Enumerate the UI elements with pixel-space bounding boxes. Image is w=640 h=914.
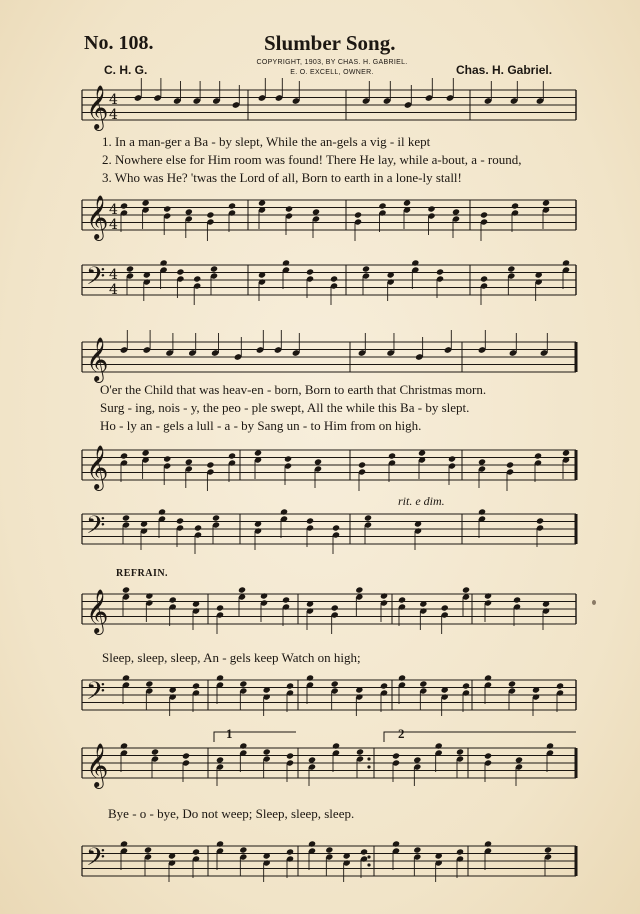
chord-note-head xyxy=(286,682,294,689)
repeat-dot xyxy=(367,757,370,760)
copyright-notice xyxy=(230,58,434,78)
chord-note-head xyxy=(484,592,492,599)
chord-note-head xyxy=(260,592,268,599)
chord-note-head xyxy=(380,682,388,689)
chord-note-head xyxy=(484,840,492,847)
chord-note-head xyxy=(511,202,519,209)
treble-clef: 𝄞 xyxy=(86,589,109,633)
chord-note-head xyxy=(192,682,200,689)
chord-note-head xyxy=(362,265,370,272)
chord-note-head xyxy=(392,752,400,759)
chord-note-head xyxy=(163,455,171,462)
chord-note-head xyxy=(158,508,166,515)
chord-note-head xyxy=(193,275,201,282)
verse-2-line-2: Surg - ing, nois - y, the peo - ple swept, All the while this Ba - by slept. xyxy=(100,400,470,415)
paper-stain xyxy=(592,600,596,605)
chord-note-head xyxy=(364,514,372,521)
chord-note-head xyxy=(120,202,128,209)
bass-clef: 𝄢 xyxy=(86,262,106,297)
chord-note-head xyxy=(169,596,177,603)
chord-note-head xyxy=(436,268,444,275)
refrain-line-2: Bye - o - bye, Do not weep; Sleep, sleep, sleep. xyxy=(108,806,355,821)
chord-note-head xyxy=(411,259,419,266)
chord-note-head xyxy=(216,674,224,681)
chord-note-head xyxy=(286,848,294,855)
chord-note-head xyxy=(182,752,190,759)
chord-note-head xyxy=(286,752,294,759)
chord-note-head xyxy=(239,846,247,853)
chord-note-head xyxy=(484,752,492,759)
chord-note-head xyxy=(332,524,340,531)
chord-note-head xyxy=(285,205,293,212)
bass-clef: 𝄢 xyxy=(86,677,106,712)
chord-note-head xyxy=(282,259,290,266)
chord-note-head xyxy=(388,452,396,459)
chord-note-head xyxy=(456,848,464,855)
treble-clef: 𝄞 xyxy=(86,195,109,239)
treble-clef: 𝄞 xyxy=(86,743,109,787)
composer-credit: Chas. H. Gabriel. xyxy=(456,63,553,77)
chord-note-head xyxy=(544,846,552,853)
repeat-dot xyxy=(367,765,370,768)
verse-3-line-1: 3. Who was He? 'twas the Lord of all, Born to earth in a lone-ly stall! xyxy=(102,170,462,185)
hymn-number: No. 108. xyxy=(84,32,154,54)
chord-note-head xyxy=(308,840,316,847)
chord-note-head xyxy=(534,452,542,459)
chord-note-head xyxy=(398,674,406,681)
chord-note-head xyxy=(126,265,134,272)
bass-clef: 𝄢 xyxy=(86,843,106,878)
treble-clef: 𝄞 xyxy=(86,445,109,489)
chord-note-head xyxy=(144,846,152,853)
chord-note-head xyxy=(216,604,224,611)
chord-note-head xyxy=(282,596,290,603)
repeat-dot xyxy=(367,863,370,866)
chord-note-head xyxy=(480,211,488,218)
chord-note-head xyxy=(448,455,456,462)
chord-note-head xyxy=(513,596,521,603)
chord-note-head xyxy=(306,674,314,681)
chord-note-head xyxy=(398,596,406,603)
chord-note-head xyxy=(210,265,218,272)
verse-3-line-2: Ho - ly an - gels a lull - a - by Sang un - to Him from on high. xyxy=(100,418,422,433)
chord-note-head xyxy=(280,508,288,515)
refrain-line-1: Sleep, sleep, sleep, An - gels keep Watch on high; xyxy=(102,650,361,665)
chord-note-head xyxy=(506,461,514,468)
second-ending-number: 2 xyxy=(398,726,405,741)
chord-note-head xyxy=(332,742,340,749)
chord-note-head xyxy=(306,268,314,275)
chord-note-head xyxy=(392,840,400,847)
time-signature-top: 4 xyxy=(109,202,118,218)
chord-note-head xyxy=(330,275,338,282)
rit-e-dim-marking: rit. e dim. xyxy=(398,494,445,508)
lyricist-credit: C. H. G. xyxy=(104,63,148,77)
repeat-dot xyxy=(367,855,370,858)
chord-note-head xyxy=(206,461,214,468)
chord-note-head xyxy=(145,680,153,687)
chord-note-head xyxy=(160,259,168,266)
verse-1-line-2: O'er the Child that was heav-en - born, Born to earth that Christmas morn. xyxy=(100,382,487,397)
chord-note-head xyxy=(263,748,271,755)
chord-note-head xyxy=(507,265,515,272)
chord-note-head xyxy=(122,674,130,681)
chord-note-head xyxy=(360,848,368,855)
chord-note-head xyxy=(176,268,184,275)
chord-note-head xyxy=(413,846,421,853)
chord-note-head xyxy=(122,514,130,521)
chord-note-head xyxy=(239,742,247,749)
copyright-line-2: E. O. EXCELL, OWNER. xyxy=(290,69,374,76)
chord-note-head xyxy=(192,848,200,855)
chord-note-head xyxy=(306,517,314,524)
chord-note-head xyxy=(358,461,366,468)
chord-note-head xyxy=(176,517,184,524)
verse-1-line-1: 1. In a man-ger a Ba - by slept, While the an-gels a vig - il kept xyxy=(102,134,431,149)
time-signature-top: 4 xyxy=(109,92,118,108)
chord-note-head xyxy=(238,586,246,593)
time-signature-top: 4 xyxy=(109,267,118,283)
chord-note-head xyxy=(380,592,388,599)
chord-note-head xyxy=(120,840,128,847)
chord-note-head xyxy=(151,748,159,755)
time-signature-bottom: 4 xyxy=(109,107,118,123)
verse-2-line-1: 2. Nowhere else for Him room was found! There He lay, while a-bout, a - round, xyxy=(102,152,522,167)
chord-note-head xyxy=(120,452,128,459)
chord-note-head xyxy=(546,742,554,749)
chord-note-head xyxy=(216,840,224,847)
chord-note-head xyxy=(441,604,449,611)
treble-clef: 𝄞 xyxy=(86,85,109,129)
chord-note-head xyxy=(331,680,339,687)
chord-note-head xyxy=(480,275,488,282)
copyright-line-1: COPYRIGHT, 1903, BY CHAS. H. GABRIEL. xyxy=(256,59,408,66)
chord-note-head xyxy=(378,202,386,209)
chord-note-head xyxy=(356,748,364,755)
chord-note-head xyxy=(462,586,470,593)
refrain-heading: REFRAIN. xyxy=(116,568,169,579)
chord-note-head xyxy=(163,205,171,212)
chord-note-head xyxy=(536,517,544,524)
chord-note-head xyxy=(228,452,236,459)
chord-note-head xyxy=(120,742,128,749)
chord-note-head xyxy=(212,514,220,521)
second-ending-bracket xyxy=(384,732,576,742)
chord-note-head xyxy=(331,604,339,611)
chord-note-head xyxy=(562,259,570,266)
chord-note-head xyxy=(556,682,564,689)
chord-note-head xyxy=(145,592,153,599)
chord-note-head xyxy=(419,680,427,687)
first-ending-number: 1 xyxy=(226,726,233,741)
hymn-title: Slumber Song. xyxy=(264,31,396,55)
chord-note-head xyxy=(484,674,492,681)
time-signature-bottom: 4 xyxy=(109,217,118,233)
chord-note-head xyxy=(354,211,362,218)
chord-note-head xyxy=(456,748,464,755)
chord-note-head xyxy=(284,455,292,462)
chord-note-head xyxy=(427,205,435,212)
chord-note-head xyxy=(508,680,516,687)
chord-note-head xyxy=(239,680,247,687)
bass-clef: 𝄢 xyxy=(86,511,106,546)
chord-note-head xyxy=(478,508,486,515)
chord-note-head xyxy=(228,202,236,209)
time-signature-bottom: 4 xyxy=(109,282,118,298)
chord-note-head xyxy=(206,211,214,218)
treble-clef: 𝄞 xyxy=(86,337,109,381)
chord-note-head xyxy=(462,682,470,689)
chord-note-head xyxy=(355,586,363,593)
chord-note-head xyxy=(325,846,333,853)
chord-note-head xyxy=(194,524,202,531)
chord-note-head xyxy=(122,586,130,593)
chord-note-head xyxy=(435,742,443,749)
